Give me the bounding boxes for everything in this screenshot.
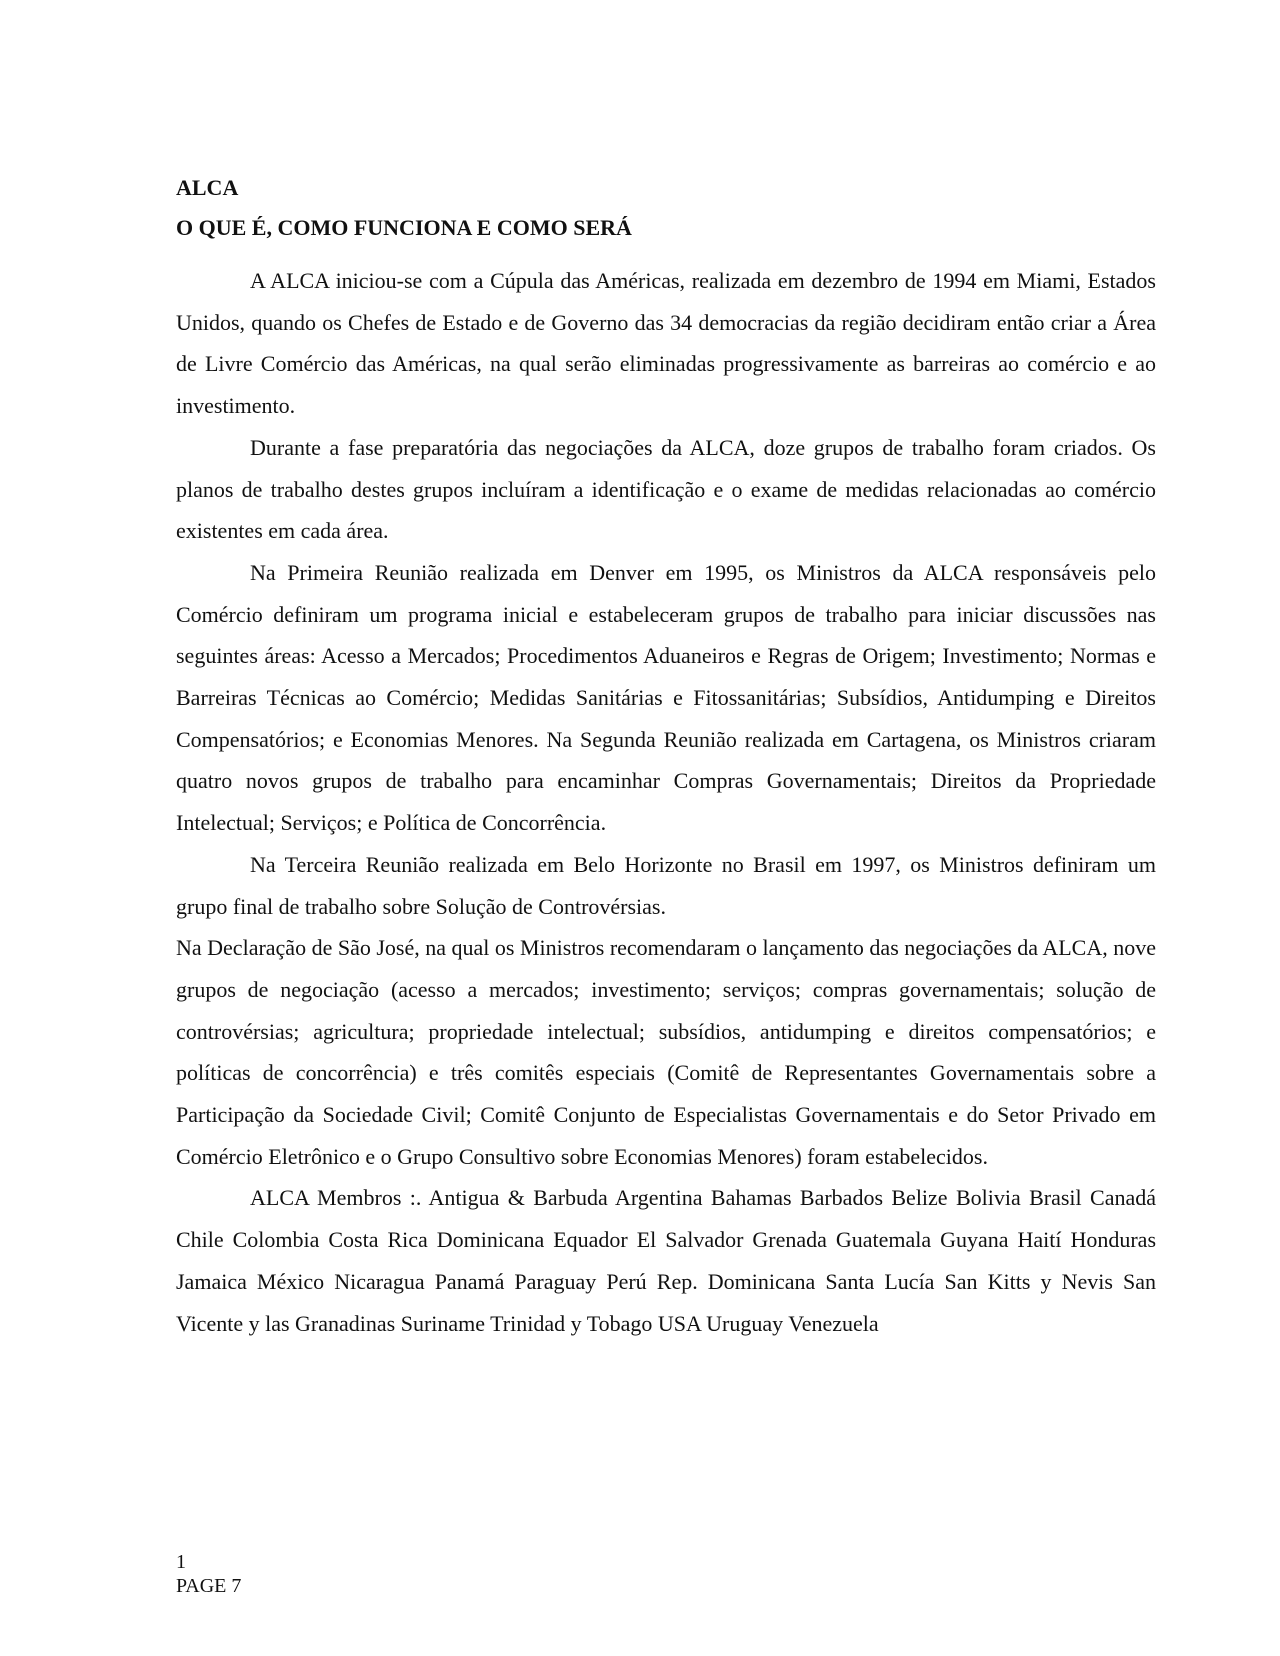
document-title: ALCA bbox=[176, 175, 239, 200]
footnote-number: 1 bbox=[176, 1551, 186, 1573]
document-body bbox=[176, 168, 1156, 1344]
paragraph-third-meeting: Na Terceira Reunião realizada em Belo Horizonte no Brasil em 1997, os Ministros definiram um grupo final de trabalho sobre Solução de Controvérsias. bbox=[176, 851, 1156, 919]
page-footer bbox=[176, 1550, 241, 1598]
page-number-label: PAGE 7 bbox=[176, 1575, 242, 1597]
paragraph-intro: A ALCA iniciou-se com a Cúpula das Américas, realizada em dezembro de 1994 em Miami, Estados Unidos, quando os Chefes de Estado e de Governo das 34 democracias da região decidiram então criar a Área de Livre Comércio das Américas, na qual serão eliminadas progressivamente as barreiras ao comércio e ao investimento. bbox=[176, 268, 1156, 419]
paragraph-san-jose-declaration: Na Declaração de São José, na qual os Ministros recomendaram o lançamento das negociações da ALCA, nove grupos de negociação (acesso a mercados; investimento; serviços; compras governamentais; solução de controvérsias; agricultura; propriedade intelectual; subsídios, antidumping e direitos compensatórios; e políticas de concorrência) e três comitês especiais (Comitê de Representantes Governamentais sobre a Participação da Sociedade Civil; Comitê Conjunto de Especialistas Governamentais e do Setor Privado em Comércio Eletrônico e o Grupo Consultivo sobre Economias Menores) foram estabelecidos. bbox=[176, 935, 1156, 1169]
paragraph-members: ALCA Membros :. Antigua & Barbuda Argentina Bahamas Barbados Belize Bolivia Brasil Canadá Chile Colombia Costa Rica Dominicana Equador El Salvador Grenada Guatemala Guyana Haití Honduras Jamaica México Nicaragua Panamá Paraguay Perú Rep. Dominicana Santa Lucía San Kitts y Nevis San Vicente y las Granadinas Suriname Trinidad y Tobago USA Uruguay Venezuela bbox=[176, 1185, 1156, 1336]
document-subtitle: O QUE É, COMO FUNCIONA E COMO SERÁ bbox=[176, 215, 632, 240]
paragraph-first-meeting: Na Primeira Reunião realizada em Denver em 1995, os Ministros da ALCA responsáveis pelo Comércio definiram um programa inicial e estabeleceram grupos de trabalho para iniciar discussões nas seguintes áreas: Acesso a Mercados; Procedimentos Aduaneiros e Regras de Origem; Investimento; Normas e Barreiras Técnicas ao Comércio; Medidas Sanitárias e Fitossanitárias; Subsídios, Antidumping e Direitos Compensatórios; e Economias Menores. Na Segunda Reunião realizada em Cartagena, os Ministros criaram quatro novos grupos de trabalho para encaminhar Compras Governamentais; Direitos da Propriedade Intelectual; Serviços; e Política de Concorrência. bbox=[176, 559, 1156, 836]
paragraph-preparatory-phase: Durante a fase preparatória das negociações da ALCA, doze grupos de trabalho foram criados. Os planos de trabalho destes grupos incluíram a identificação e o exame de medidas relacionadas ao comércio existentes em cada área. bbox=[176, 434, 1156, 544]
